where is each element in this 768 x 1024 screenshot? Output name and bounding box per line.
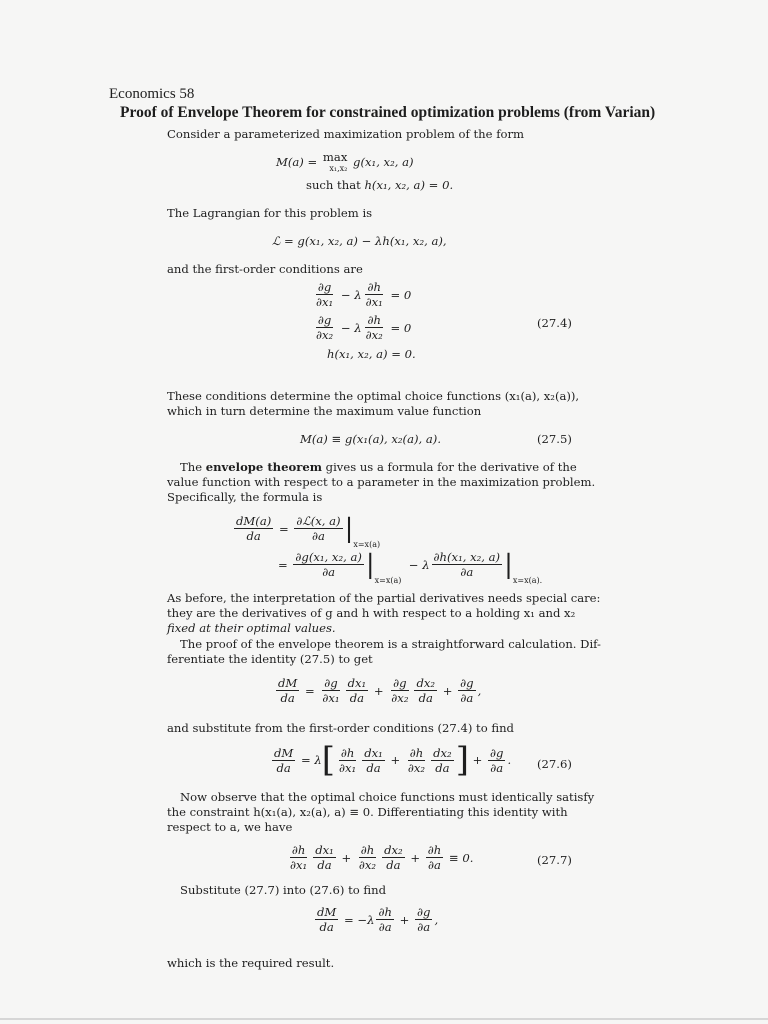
denominator: ∂x₂ — [358, 858, 377, 872]
eq-term: h(x₁, x₂, a) = 0. — [364, 178, 454, 192]
numerator: dx₁ — [364, 745, 383, 760]
numerator: ∂h — [367, 280, 381, 294]
fraction — [272, 746, 295, 775]
numerator: dM — [317, 905, 337, 919]
numerator: dx₂ — [433, 745, 452, 760]
fraction — [234, 514, 273, 543]
numerator: ∂g — [417, 905, 431, 919]
paragraph: Now observe that the optimal choice functions must identically satisfy — [180, 790, 595, 804]
numerator: ∂h — [291, 843, 306, 857]
numerator: ∂g — [324, 676, 338, 690]
paragraph: respect to a, we have — [167, 820, 293, 834]
paragraph: and the first-order conditions are — [167, 262, 363, 276]
equation-foc2 — [312, 313, 411, 342]
denominator: da — [276, 760, 291, 775]
eq-term: = 0 — [386, 287, 412, 302]
numerator: dx₂ — [384, 843, 403, 857]
numerator: ∂g(x₁, x₂, a) — [295, 550, 362, 564]
equation-max — [276, 150, 414, 173]
equation-envelope-2 — [278, 549, 543, 585]
eq-term: ≡ 0. — [445, 850, 474, 865]
numerator: ∂g — [393, 676, 407, 690]
eq-term: such that — [306, 178, 365, 192]
fraction — [337, 746, 358, 775]
equation-differentiate — [274, 676, 481, 705]
subscript: x=x(a). — [512, 576, 543, 585]
equation-lagrangian — [272, 234, 447, 248]
fraction — [382, 843, 405, 872]
eq-term: = −λ — [340, 912, 375, 927]
fraction — [431, 746, 454, 775]
evaluation-bar: | — [344, 513, 354, 544]
eq-term: h(x₁, x₂, a) = 0. — [327, 347, 416, 361]
numerator: ∂g — [460, 676, 474, 690]
evaluation-bar: | — [504, 549, 513, 580]
text: gives us a formula for the derivative of the — [321, 460, 577, 474]
numerator: ∂h — [360, 843, 375, 857]
denominator: ∂x₂ — [391, 691, 409, 705]
eq-term: + — [395, 912, 414, 927]
equation-number: (27.7) — [537, 853, 572, 867]
text: The — [180, 460, 206, 474]
fraction — [389, 676, 410, 705]
subscript: x=x(a) — [353, 540, 381, 549]
fraction — [364, 313, 385, 342]
evaluation-bar: | — [365, 549, 375, 580]
numerator: dM — [274, 745, 294, 760]
eq-term: = — [278, 557, 292, 572]
eq-term: − λ — [337, 320, 362, 335]
eq-term: + — [337, 850, 355, 865]
fraction — [426, 843, 443, 872]
fraction — [315, 905, 338, 934]
denominator: ∂a — [460, 691, 474, 705]
numerator: ∂h — [367, 313, 381, 327]
denominator: ∂x₁ — [339, 760, 357, 775]
denominator: da — [435, 760, 450, 775]
paragraph: and substitute from the first-order conditions (27.4) to find — [167, 721, 514, 735]
equation-foc1 — [312, 280, 411, 309]
denominator: ∂x₂ — [365, 328, 383, 342]
eq-term: + — [370, 683, 388, 698]
eq-term: ℒ = g(x₁, x₂, a) − λh(x₁, x₂, a), — [272, 234, 447, 248]
equation-result — [313, 905, 438, 934]
paragraph: The proof of the envelope theorem is a straightforward calculation. Dif- — [180, 637, 601, 651]
paragraph: Substitute (27.7) into (27.6) to find — [180, 883, 387, 897]
fraction — [294, 514, 342, 543]
denominator: ∂a — [490, 760, 504, 775]
paragraph: which is the required result. — [167, 956, 335, 970]
subscript: x=x(a) — [374, 576, 402, 585]
eq-term: , — [477, 683, 482, 698]
fraction — [313, 843, 336, 872]
bracket: ] — [455, 740, 469, 780]
numerator: dM — [278, 676, 298, 690]
fraction — [357, 843, 378, 872]
paragraph: the constraint h(x₁(a), x₂(a), a) ≡ 0. Differentiating this identity with — [167, 805, 568, 819]
paragraph: which in turn determine the maximum value function — [167, 404, 482, 418]
fraction — [458, 676, 475, 705]
equation-number: (27.6) — [537, 757, 572, 771]
equation-envelope-1 — [232, 513, 381, 549]
paragraph: Specifically, the formula is — [167, 490, 323, 504]
page-edge — [0, 1018, 768, 1020]
denominator: da — [418, 691, 433, 705]
fraction — [414, 676, 437, 705]
numerator: dM(a) — [236, 514, 272, 528]
eq-term: + — [439, 683, 457, 698]
fraction — [293, 550, 364, 579]
denominator: ∂x₁ — [365, 295, 383, 309]
paragraph: they are the derivatives of g and h with respect to a holding x₁ and x₂ — [167, 606, 576, 620]
operator: max — [322, 150, 348, 164]
fraction — [364, 280, 385, 309]
fraction — [488, 746, 505, 775]
eq-term: = 0 — [386, 320, 412, 335]
fraction — [406, 746, 427, 775]
eq-term: M(a) = — [276, 154, 321, 169]
numerator: ∂h — [378, 905, 392, 919]
eq-term: g(x₁, x₂, a) — [349, 154, 414, 169]
course-label: Economics 58 — [109, 86, 195, 102]
paragraph: The Lagrangian for this problem is — [167, 206, 373, 220]
denominator: ∂x₂ — [407, 760, 426, 775]
denominator: ∂a — [417, 920, 431, 934]
denominator: ∂x₁ — [316, 295, 334, 309]
max-operator — [323, 150, 347, 173]
eq-term: + — [468, 753, 487, 767]
denominator: da — [349, 691, 365, 705]
denominator: ∂x₁ — [322, 691, 340, 705]
numerator: dx₂ — [416, 676, 436, 690]
equation-number: (27.5) — [537, 432, 572, 446]
eq-term: M(a) ≡ g(x₁(a), x₂(a), a). — [300, 432, 442, 446]
eq-term: = — [301, 683, 319, 698]
equation-27-7 — [286, 843, 473, 872]
equation-value-function — [300, 432, 441, 446]
fraction — [432, 550, 503, 579]
fraction — [288, 843, 309, 872]
denominator: ∂a — [322, 565, 336, 579]
equation-constraint — [306, 178, 453, 192]
bracket: [ — [321, 740, 335, 780]
denominator: ∂x₁ — [290, 858, 308, 872]
page-title: Proof of Envelope Theorem for constrained optimization problems (from Varian) — [120, 104, 656, 121]
paragraph: fixed at their optimal values. — [167, 621, 336, 635]
fraction — [314, 313, 335, 342]
numerator: ∂g — [317, 313, 332, 327]
keyword: envelope theorem — [205, 460, 322, 474]
denominator: da — [280, 691, 295, 705]
denominator: da — [317, 858, 332, 872]
paragraph: ferentiate the identity (27.5) to get — [167, 652, 373, 666]
equation-number: (27.4) — [537, 316, 572, 330]
eq-term: − λ — [401, 557, 430, 572]
equation-27-6 — [270, 740, 511, 780]
numerator: ∂g — [317, 280, 332, 294]
fraction — [362, 746, 385, 775]
numerator: ∂h — [427, 843, 442, 857]
denominator: ∂a — [460, 565, 474, 579]
denominator: da — [246, 529, 261, 543]
paragraph — [180, 460, 577, 475]
numerator: ∂g — [490, 745, 504, 760]
denominator: ∂a — [378, 920, 392, 934]
eq-term: + — [406, 850, 424, 865]
fraction — [276, 676, 299, 705]
denominator: ∂x₂ — [316, 328, 334, 342]
denominator: ∂a — [312, 529, 325, 543]
eq-term: = — [275, 521, 293, 536]
fraction — [314, 280, 335, 309]
eq-term: . — [507, 753, 512, 767]
eq-term: − λ — [337, 287, 362, 302]
fraction — [346, 676, 369, 705]
fraction — [320, 676, 341, 705]
fraction — [376, 905, 393, 934]
paragraph: As before, the interpretation of the partial derivatives needs special care: — [167, 591, 601, 605]
denominator: da — [366, 760, 381, 775]
denominator: da — [386, 858, 401, 872]
fraction — [415, 905, 432, 934]
eq-term: , — [434, 912, 439, 927]
numerator: dx₁ — [315, 843, 334, 857]
eq-term: = λ — [297, 753, 322, 767]
numerator: ∂h(x₁, x₂, a) — [433, 550, 501, 564]
equation-foc3 — [327, 347, 416, 361]
numerator: ∂h — [340, 745, 355, 760]
paragraph: These conditions determine the optimal choice functions (x₁(a), x₂(a)), — [167, 389, 580, 403]
numerator: dx₁ — [347, 676, 367, 690]
denominator: ∂a — [428, 858, 441, 872]
denominator: da — [319, 920, 334, 934]
subscript: x₁,x₂ — [329, 164, 348, 173]
numerator: ∂ℒ(x, a) — [296, 514, 341, 528]
numerator: ∂h — [409, 745, 424, 760]
paragraph: value function with respect to a parameter in the maximization problem. — [167, 475, 596, 489]
eq-term: + — [386, 753, 404, 767]
paragraph: Consider a parameterized maximization problem of the form — [167, 127, 524, 141]
